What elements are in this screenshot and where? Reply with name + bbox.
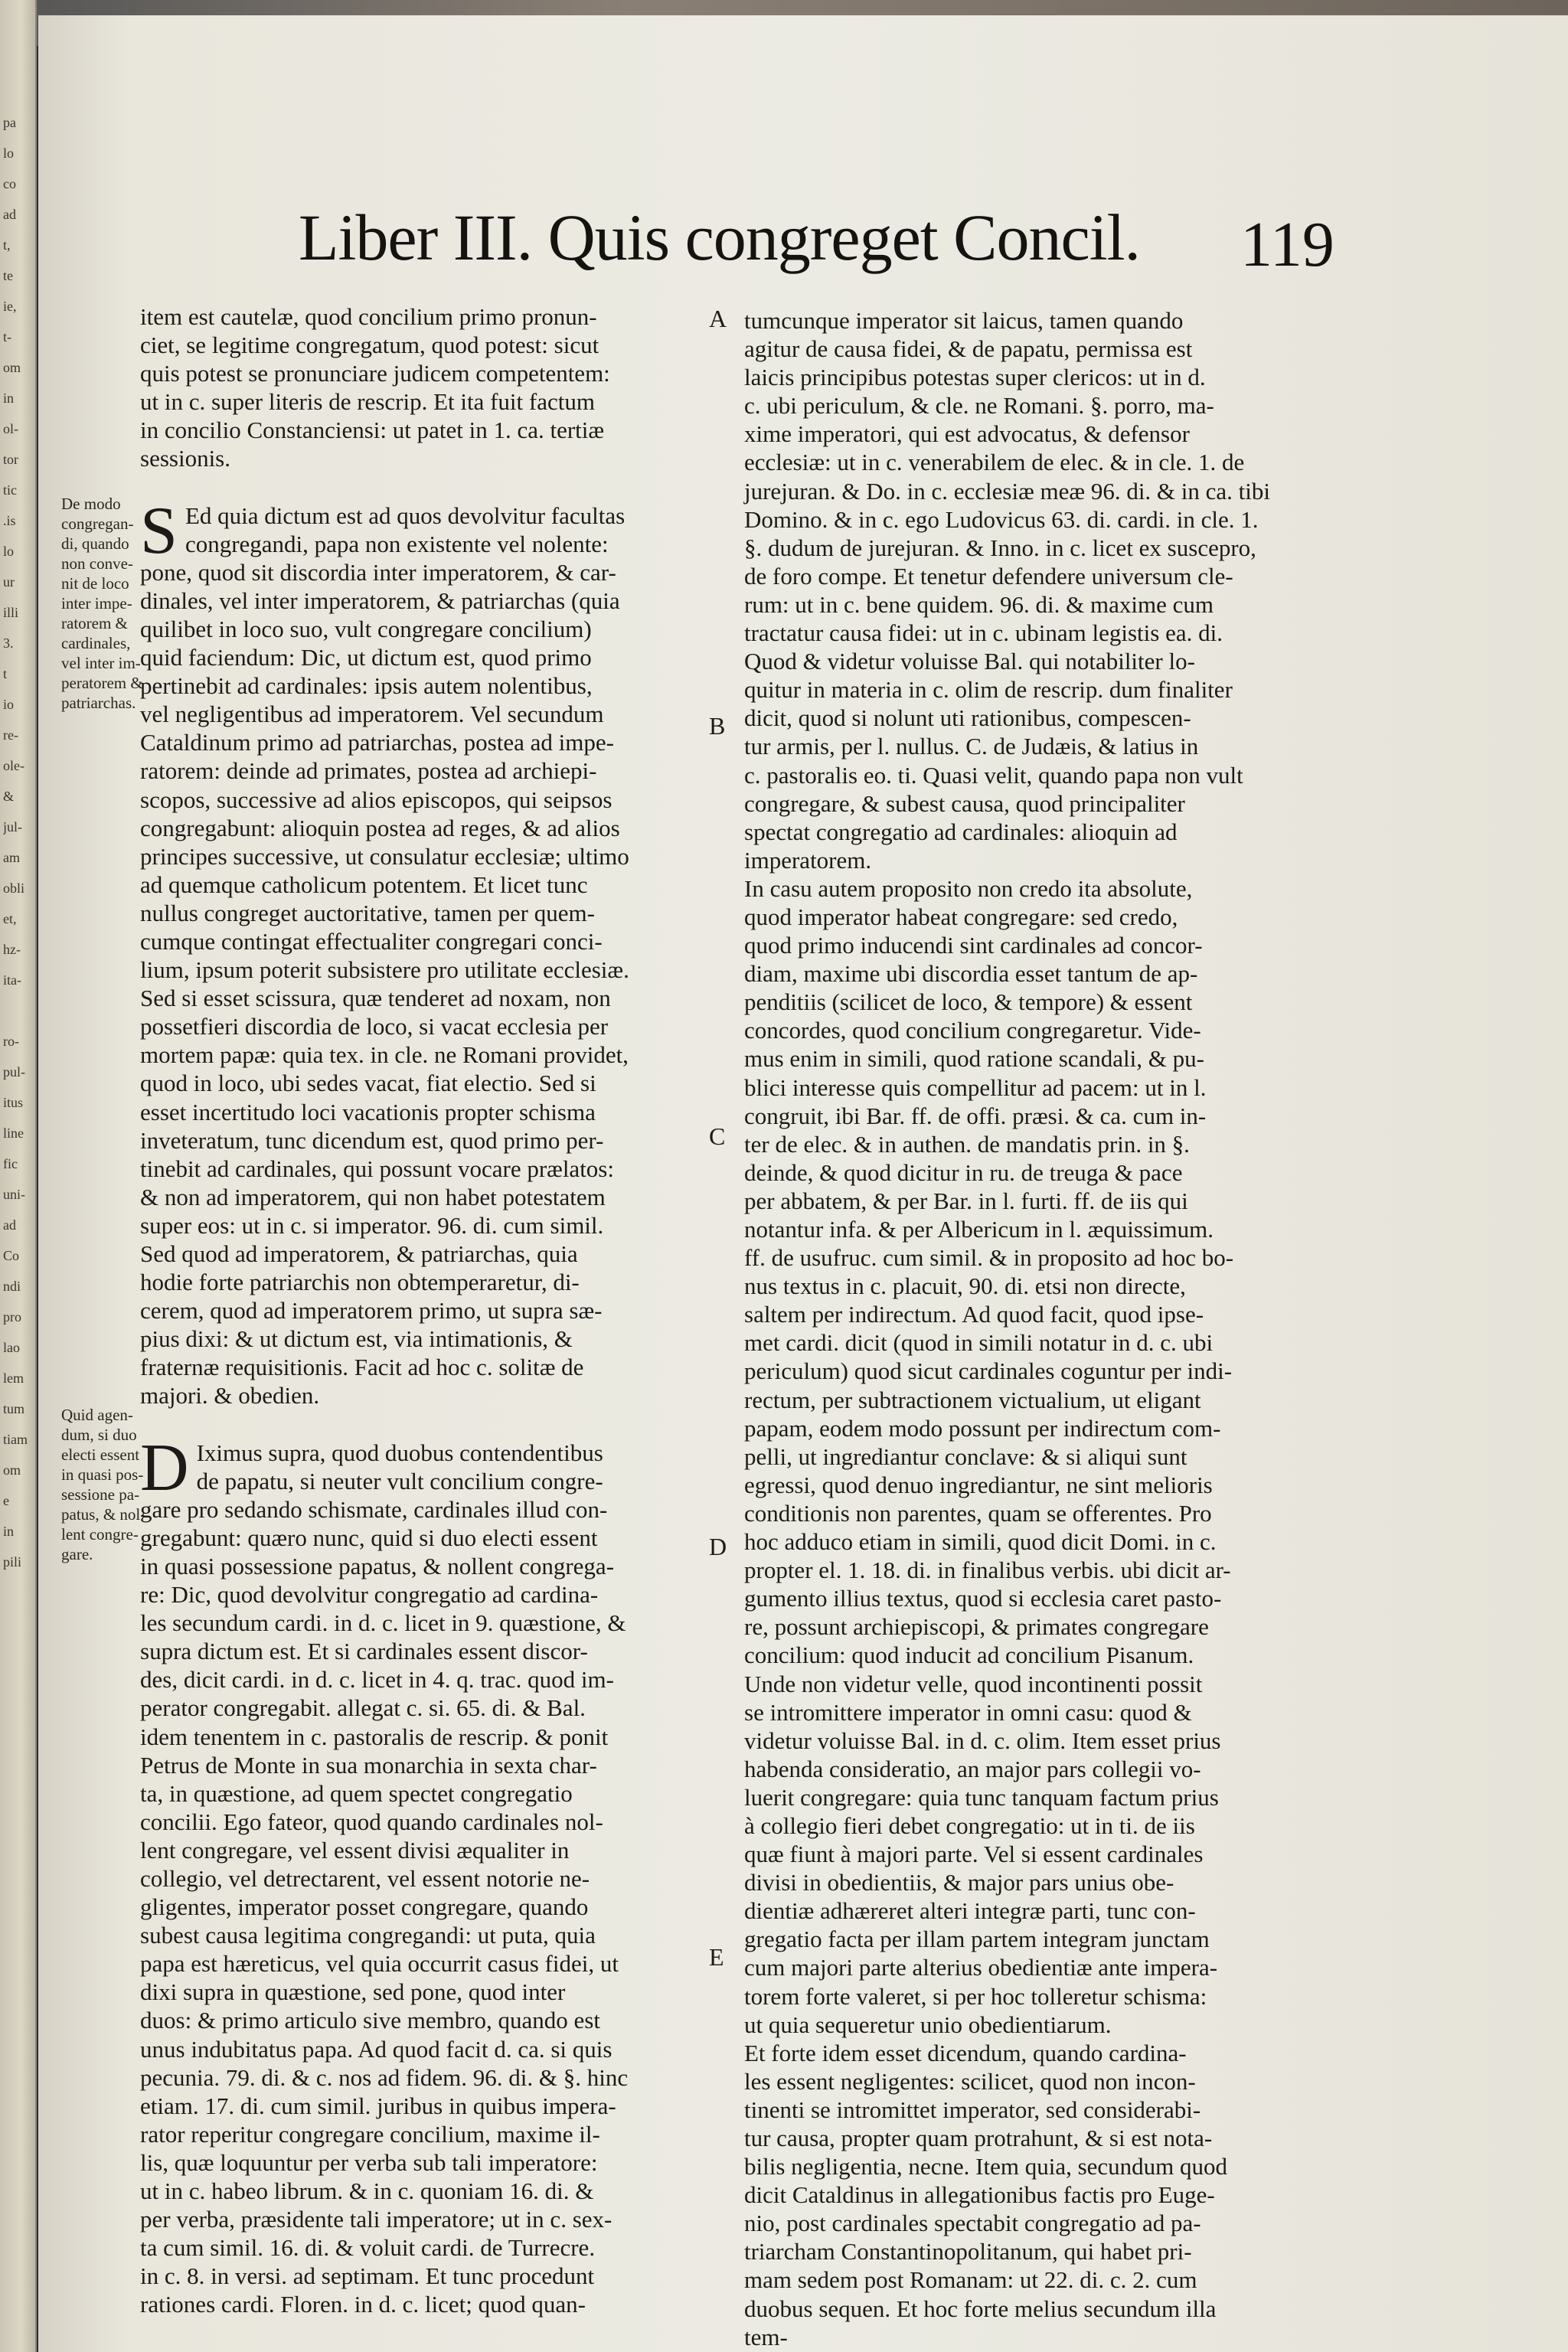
right-paragraph-3: Et forte idem esset dicendum, quando cardina- les essent negligentes: scilicet, quod non incon- tinenti se intromittet imperator, sed considerabi- tur causa, propter quam protrahunt, & si est nota- bilis negligentia, necne. Item quia, secundum quod dicit Cataldinus in allegationibus factis pro Euge- nio, post cardinales spectabit congregatio ad pa- triarcham Constantinopolitanum, qui habet pri- mam sedem post Romanam: ut 22. di. c. 2. cum duobus sequen. Et hoc forte melius secundum illa tem- xyxy=(744,2039,1228,2350)
running-head: Liber III. Quis congreget Concil. xyxy=(299,201,1140,274)
margin-letter-a: A xyxy=(709,305,727,332)
left-column xyxy=(140,302,705,2318)
page-number: 119 xyxy=(1240,209,1334,280)
margin-letter-e: E xyxy=(709,1943,724,1971)
right-paragraph-2: In casu autem proposito non credo ita absolute, quod imperator habeat congregare: sed credo, quod primo inducendi sint cardinales ad concor- diam, maxime ubi discordia esset tantum de ap- penditiis (scilicet de loco, & tempore) & essent concordes, quod concilium congregaretur. Vide- mus enim in simili, quod ratione scandali, & pu- blici interesse quis compellitur ad pacem: ut in l. congruit, ibi Bar. ff. de offi. præsi. & ca. cum in- ter de elec. & in authen. de mandatis prin. in §. deinde, & quod dicitur in ru. de treuga & pace per abbatem, & per Bar. in l. furti. ff. de iis qui notantur infa. & per Albericum in l. æquissimum. ff. de usufruc. cum simil. & in proposito ad hoc bo- nus textus in c. placuit, 90. di. etsi non directe, saltem per indirectum. Ad quod facit, quod ipse- met cardi. dicit (quod in simili notatur in d. c. ubi periculum) quod sicut cardinales coguntur per indi- rectum, per subtractionem victualium, ut eligant papam, eodem modo possunt per indirectum com- pelli, ut ingrediantur conclave: & si aliqui sunt egressi, quod denuo ingrediantur, ne sint melioris conditionis non parentes, quam se offerentes. Pro hoc adduco etiam in simili, quod dicit Domi. in c. propter el. 1. 18. di. in finalibus verbis. ubi dicit ar- gumento illius textus, quod si ecclesia caret pasto- re, possunt archiepiscopi, & primates congregare concilium: quod inducit ad concilium Pisanum. Unde non videtur velle, quod incontinenti possit se intromittere imperator in omni casu: quod & videtur voluisse Bal. in d. c. olim. Item esset prius habenda consideratio, an major pars collegii vo- luerit congregare: quia tunc tanquam factum prius à collegio fieri debet congregatio: ut in ti. de iis quæ fiunt à majori parte. Vel si essent cardinales divisi in obedientiis, & major pars unius obe- dientiæ adhæreret alteri integræ parti, tunc con- gregatio facta per illam partem integram junctam cum majori parte alterius obedientiæ ante impera- torem forte valeret, si per hoc tolleretur schisma: ut quia sequeretur unio obedientiarum. xyxy=(744,874,1234,2038)
left-paragraph-2-text: Ed quia dictum est ad quos devolvitur facultas congregandi, papa non existente vel nolente: pone, quod sit discordia inter imperatorem, & car- dinales, vel inter imperatorem, & patriarchas (quia quilibet in loco suo, vult congregare concilium) quid faciendum: Dic, ut dictum est, quod primo pertinebit ad cardinales: ipsis autem nolentibus, vel negligentibus ad imperatorem. Vel secundum Cataldinum primo ad patriarchas, postea ad impe- ratorem: deinde ad primates, postea ad archiepi- scopos, successive ad alios episcopos, qui seipsos congregabunt: alioquin postea ad reges, & ad alios principes successive, ut consulatur ecclesiæ; ultimo ad quemque catholicum potentem. Et licet tunc nullus congreget auctoritative, tamen per quem- cumque contingat effectualiter congregari conci- lium, ipsum poterit subsistere pro utilitate ecclesiæ. xyxy=(140,501,629,984)
left-paragraph-3: Sed si esset scissura, quæ tenderet ad noxam, non possetfieri discordia de loco, si vacat ecclesia per mortem papæ: quia tex. in cle. ne Romani providet, quod in loco, ubi sedes vacat, fiat electio. Sed si esset incertitudo loci vacationis propter schisma inveteratum, tunc dicendum est, quod primo per- tinebit ad cardinales, qui possunt vocare prælatos: & non ad imperatorem, qui non habet potestatem super eos: ut in c. si imperator. 96. di. cum simil. Sed quod ad imperatorem, & patriarchas, quia hodie forte patriarchis non obtemperaretur, di- cerem, quod ad imperatorem primo, ut supra sæ- pius dixi: & ut dictum est, via intimationis, & fraternæ requisitionis. Facit ad hoc c. solitæ de majori. & obedien. xyxy=(140,985,629,1410)
margin-letter-d: D xyxy=(709,1533,727,1560)
marginal-note-2: Quid agen- dum, si duo electi essent in quasi pos- sessione pa- patus, & nol- lent congre- gare. xyxy=(61,1406,146,1563)
right-column xyxy=(744,306,1334,2351)
right-paragraph-1: tumcunque imperator sit laicus, tamen quando agitur de causa fidei, & de papatu, permissa est laicis principibus potestas super clericos: ut in d. c. ubi periculum, & cle. ne Romani. §. porro, ma- xime imperatori, qui est advocatus, & defensor ecclesiæ: ut in c. venerabilem de elec. & in cle. 1. de jurejuran. & Do. in c. ecclesiæ meæ 96. di. & in ca. tibi Domino. & in c. ego Ludovicus 63. di. cardi. in cle. 1. §. dudum de jurejuran. & Inno. in c. licet ex suscepro, de foro compe. Et tenetur defendere universum cle- rum: ut in c. bene quidem. 96. di. & maxime cum tractatur causa fidei: ut in c. ubinam legistis ea. di. Quod & videtur voluisse Bal. qui notabiliter lo- quitur in materia in c. olim de rescrip. dum finaliter dicit, quod si nolunt uti rationibus, compescen- tur armis, per l. nullus. C. de Judæis, & latius in c. pastoralis eo. ti. Quasi velit, quando papa non vult congregare, & subest causa, quod principaliter spectat congregatio ad cardinales: alioquin ad imperatorem. xyxy=(744,307,1271,874)
previous-page-fragments: pa lo co ad t, te ie, t- om in ol- tor tic .is lo ur illi 3. t io re- ole- & jul- am obli et, hz- ita- ro- pul- itus line fic uni- ad Co ndi pro lao lem tum tiam om e in pili xyxy=(3,115,28,1570)
margin-letter-b: B xyxy=(709,712,726,740)
dropcap-s: S xyxy=(140,493,178,568)
left-paragraph-1: item est cautelæ, quod concilium primo pronun- ciet, se legitime congregatum, quod potest: sicut quis potest se pronunciare judicem competentem: ut in c. super literis de rescrip. Et ita fuit factum in concilio Constanciensi: ut patet in 1. ca. tertiæ sessionis. xyxy=(140,303,610,472)
marginal-note-1: De modo congregan- di, quando non conve- nit de loco inter impe- ratorem & cardinales, vel inter im- peratorem & patriarchas. xyxy=(61,495,143,712)
margin-letter-c: C xyxy=(709,1122,726,1150)
left-paragraph-4-text: Iximus supra, quod duobus contendentibus de papatu, si neuter vult concilium congre- gare pro sedando schismate, cardinales illud con- gregabunt: quæro nunc, quid si duo electi essent in quasi possessione papatus, & nollent congrega- re: Dic, quod devolvitur congregatio ad cardina- les secundum cardi. in d. c. licet in 9. quæstione, & supra dictum est. Et si cardinales essent discor- des, dicit cardi. in d. c. licet in 4. q. trac. quod im- perator congregabit. allegat c. si. 65. di. & Bal. idem tenentem in c. pastoralis de rescrip. & ponit Petrus de Monte in sua monarchia in sexta char- ta, in quæstione, ad quem spectet congregatio concilii. Ego fateor, quod quando cardinales nol- lent congregare, vel essent divisi æqualiter in collegio, vel detrectarent, vel essent notorie ne- gligentes, imperator posset congregare, quando subest causa legitima congregandi: ut puta, quia papa est hæreticus, vel quia occurrit casus fidei, ut dixi supra in quæstione, sed pone, quod inter duos: & primo articulo sive membro, quando est unus indubitatus papa. Ad quod facit d. ca. si quis pecunia. 79. di. & c. nos ad fidem. 96. di. & §. hinc etiam. 17. di. cum simil. juribus in quibus impera- rator reperitur congregare concilium, maxime il- lis, quæ loquuntur per verba sub tali imperatore: ut in c. habeo librum. & in c. quoniam 16. di. & per verba, præsidente tali imperatore; ut in c. sex- ta cum simil. 16. di. & voluit cardi. de Turrecre. in c. 8. in versi. ad septimam. Et tunc procedunt rationes cardi. Floren. in d. c. licet; quod quan- xyxy=(140,1439,629,2318)
previous-page-edge xyxy=(0,0,37,2352)
left-paragraph-4 xyxy=(140,1430,705,2319)
left-paragraph-2 xyxy=(140,493,705,985)
dropcap-d: D xyxy=(140,1430,189,1505)
